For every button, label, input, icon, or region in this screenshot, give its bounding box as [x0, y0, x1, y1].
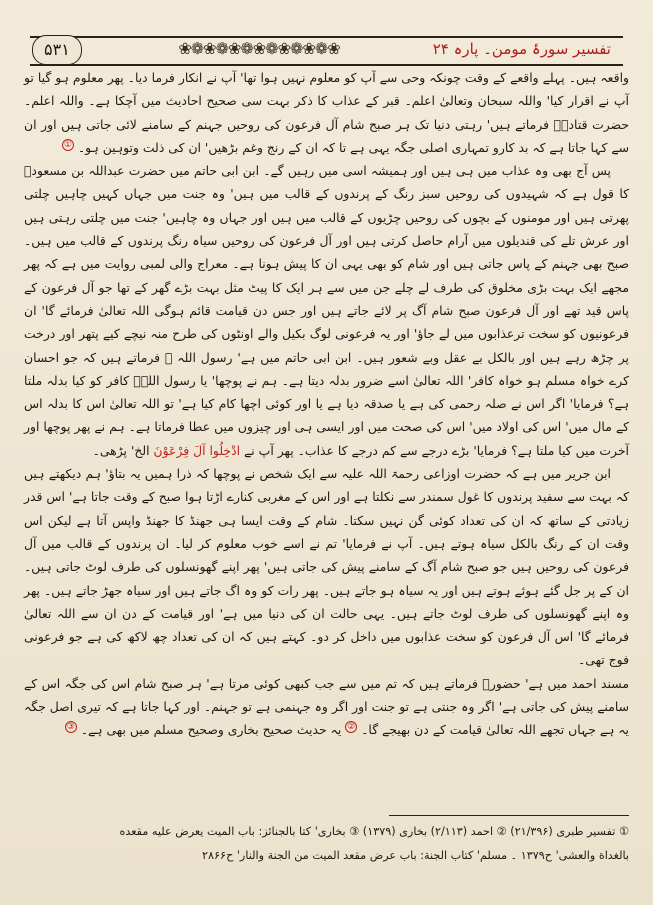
page-number: ۵۳۱ [38, 40, 76, 59]
footnotes [24, 820, 629, 868]
paragraph-3 [24, 462, 629, 672]
footnote-line: ① تفسیر طبری (۲۱/۳۹۶) ② احمد (۲/۱۱۳) بخاری (۱۳۷۹) ③ بخاری' کتا بالجنائز: باب المیت یعرض علیه مقعده [119, 825, 629, 838]
paragraph-2 [24, 159, 629, 462]
footnote-separator [389, 815, 629, 816]
paragraph-1 [24, 66, 629, 159]
paragraph-text-tail: الخ' پڑھی۔ [92, 442, 150, 458]
paragraph-text: واقعہ ہیں۔ پہلے واقعے کے وقت چونکہ وحی سے آپ کو معلوم نہیں ہوا تھا' آپ نے انکار فرما دیا۔ پھر معلوم ہو گیا تو آپ نے اقرار کیا' واللہ سبحان وتعالیٰ اعلم۔ قبر کے عذاب کا ذکر بہت سی صحیح احادیث میں آچکا ہے۔ واللہ اعلم۔ حضرت قتادہؒ فرماتے ہیں' رہتی دنیا تک ہر صبح شام آل فرعون کی روحیں جہنم کے سامنے لائی جاتی ہیں اور ان سے کہا جاتا ہے کہ بد کارو تمہاری اصلی جگہ یہی ہے تا کہ ان کے رنج وغم بڑھیں' ان کی ذلت وتوہین ہو۔ [24, 70, 629, 155]
paragraph-text-tail: یہ حدیث صحیح بخاری وصحیح مسلم میں بھی ہے۔ [80, 722, 342, 738]
main-text [24, 66, 629, 742]
header-ornament: ❀❁❀❁❀❁❀❁❀❁❀❁❀ [178, 38, 340, 58]
quranic-quote: ادْخِلُوا آلَ فِرْعَوْنَ [153, 442, 241, 458]
paragraph-text: مسند احمد میں ہے' حضورؐ فرماتے ہیں کہ تم میں سے جب کبھی کوئی مرتا ہے' ہر صبح شام اس کی جگہ اس کے سامنے پیش کی جاتی ہے' اگر وہ جنتی ہے تو جنت اور اگر وہ جہنمی ہے تو جہنم۔ اور کہا جاتا ہے کہ تیری اصل جگہ یہ ہے جہاں تجھے اللہ تعالیٰ قیامت کے دن بھیجے گا۔ [24, 675, 629, 738]
footnote-marker: ② [347, 722, 356, 733]
paragraph-4 [24, 672, 629, 742]
footnote-marker: ③ [66, 722, 75, 733]
footnote-marker: ① [63, 139, 72, 150]
page-running-title: تفسیر سورۂ مومن۔ پارہ ۲۴ [432, 40, 611, 58]
paragraph-text: ابن جریر میں ہے کہ حضرت اوزاعی رحمۃ اللہ علیہ سے ایک شخص نے پوچھا کہ ذرا ہمیں یہ بتاؤ' ہم دیکھتے ہیں کہ بہت سے سفید پرندوں کا غول سمندر سے نکلتا ہے اور اس کے مغربی کنارے اڑتا ہوا صبح کے وقت جاتا ہے' اس قدر زیادتی کے ساتھ کہ ان کی تعداد کوئی گن نہیں سکتا۔ شام کے وقت ایسا ہی جھنڈ کا جھنڈ واپس آتا ہے لیکن اس وقت ان کے رنگ بالکل سیاہ ہوتے ہیں۔ آپ نے فرمایا' تم نے اسے خوب معلوم کر لیا۔ ان پرندوں کے قالب میں آل فرعون کی روحیں ہیں جو صبح شام آگ کے سامنے پیش کی جاتی ہیں' پھر اپنے گھونسلوں کی طرف لوٹ جاتی ہیں۔ ان کے پر جل گئے ہوئے ہوتے ہیں اور یہ سیاہ ہو جاتے ہیں۔ پھر رات کو وہ اگ جاتے ہیں اور سیاہ جھڑ جاتے ہیں۔ پھر وہ اپنے گھونسلوں کی طرف لوٹ جاتے ہیں۔ یہی حالت ان کی دنیا میں ہے' اور قیامت کے دن ان سے اللہ تعالیٰ فرمائے گا' اس آل فرعون کو سخت عذابوں میں داخل کر دو۔ کہتے ہیں کہ ان کی تعداد چھ لاکھ کی ہے جو فرعونی فوج تھی۔ [24, 466, 629, 668]
footnote-line: بالغداة والعشی' ح۱۳۷۹ ۔ مسلم' کتاب الجنة: باب عرض مقعد المیت من الجنة والنار' ح۲۸۶۶ [202, 849, 629, 862]
paragraph-text: پس آج بھی وہ عذاب میں ہی ہیں اور ہمیشہ اسی میں رہیں گے۔ ابن ابی حاتم میں حضرت عبداللہ بن مسعودؓ کا قول ہے کہ شہیدوں کی روحیں سبز رنگ کے پرندوں کے قالب میں ہیں' وہ جنت میں جہاں کہیں چاہیں چلتی پھرتی ہیں اور مومنوں کے بچوں کی روحیں چڑیوں کے قالب میں ہیں اور جہاں وہ چاہیں' جنت میں چلتی رہتی ہیں اور عرش تلے کی قندیلوں میں آرام حاصل کرتی ہیں اور آل فرعون کی روحیں سیاہ رنگ پرندوں کے قالب میں ہیں۔ صبح بھی جہنم کے پاس جاتی ہیں اور شام کو بھی یہی ان کا پیش ہونا ہے۔ معراج والی لمبی روایت میں ہے کہ پھر مجھے ایک بہت بڑی مخلوق کی طرف لے چلے جن میں سے ہر ایک کا پیٹ مثل بہت بڑے گھر کے تھا جو آل فرعون کے پاس قید تھے اور آل فرعون صبح شام آگ پر لائے جاتے ہیں اور جس دن قیامت قائم ہوگی اللہ تعالیٰ فرمائے گا' ان فرعونیوں کو سخت ترعذابوں میں لے جاؤ' اور یہ فرعونی لوگ بکیل والے اونٹوں کی طرح منہ نیچے کیے پتھر اور درخت پر چڑھ رہے ہیں اور بالکل بے عقل وبے شعور ہیں۔ ابن ابی حاتم میں ہے' رسول اللہ ﷺ فرماتے ہیں کہ جو احسان کرے خواہ مسلم ہو خواہ کافر' اللہ تعالیٰ اسے ضرور بدلہ دیتا ہے۔ ہم نے پوچھا' یا رسول اللہؐ کافر کو کیا بدلہ ملتا ہے؟ فرمایا' اگر اس نے صلہ رحمی کی ہے یا صدقہ دیا ہے یا اور کوئی اچھا کام کیا ہے' تو اللہ تعالیٰ اس کا بدلہ اس کے مال میں' اس کی اولاد میں' اس کی صحت میں اور ایسی ہی اور چیزوں میں عطا فرماتا ہے۔ ہم نے پھر پوچھا اور آخرت میں کیا ملتا ہے؟ فرمایا' بڑے درجے سے کم درجے کا عذاب۔ پھر آپ نے [24, 163, 629, 458]
